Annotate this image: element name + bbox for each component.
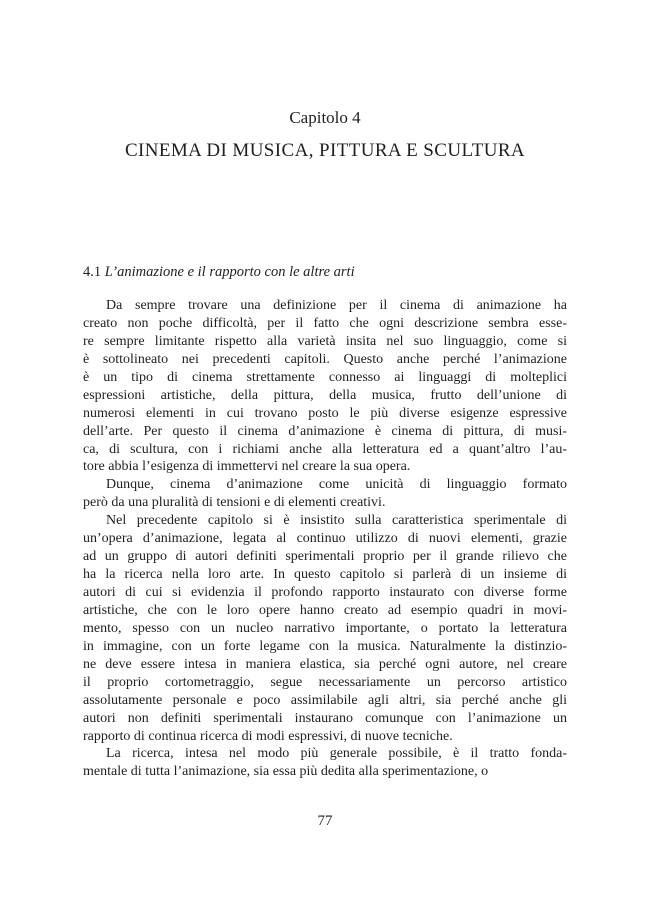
text-line: mentale di tutta l’animazione, sia essa più dedita alla sperimentazione, o bbox=[83, 764, 489, 780]
section-heading bbox=[83, 263, 567, 281]
text-line: espressioni artistiche, della pittura, della musica, frutto dell’unione di bbox=[83, 387, 567, 403]
text-line: è sottolineato nei precedenti capitoli. Questo anche perché l’animazione bbox=[83, 351, 567, 367]
page-number: 77 bbox=[317, 813, 333, 829]
section-number: 4.1 bbox=[83, 264, 102, 280]
text-line: ad un gruppo di autori definiti sperimentali proprio per il grande rilievo che bbox=[83, 549, 567, 565]
text-line: artistiche, che con le loro opere hanno creato ad esempio quadri in movi- bbox=[83, 602, 567, 618]
text-line: dell’arte. Per questo il cinema d’animazione è cinema di pittura, di musi- bbox=[83, 423, 567, 439]
text-line: però da una pluralità di tensioni e di elementi creativi. bbox=[83, 495, 386, 511]
text-line: autori di cui si evidenzia il profondo rapporto instaurato con diverse forme bbox=[83, 585, 567, 600]
text-line: un’opera d’animazione, legata al continuo utilizzo di nuovi elementi, grazie bbox=[83, 531, 567, 547]
text-line: autori non definiti sperimentali instaurano comunque con l’animazione un bbox=[83, 710, 567, 726]
text-line: Da sempre trovare una definizione per il cinema di animazione ha bbox=[106, 298, 567, 313]
text-line: ha la ricerca nella loro arte. In questo capitolo si parlerà di un insieme di bbox=[83, 567, 567, 583]
text-line: re sempre limitante rispetto alla varietà insita nel suo linguaggio, come si bbox=[83, 333, 567, 349]
chapter-title: CINEMA DI MUSICA, PITTURA E SCULTURA bbox=[124, 140, 526, 161]
text-line: rapporto di continua ricerca di modi espressivi, di nuove tecniche. bbox=[83, 728, 453, 744]
text-line: ne deve essere intesa in maniera elastica, sia perché ogni autore, nel creare bbox=[83, 656, 567, 672]
text-line: Nel precedente capitolo si è insistito sulla caratteristica sperimentale di bbox=[106, 513, 567, 529]
text-line: tore abbia l’esigenza di immettervi nel creare la sua opera. bbox=[83, 459, 411, 475]
section-title: L’animazione e il rapporto con le altre arti bbox=[104, 264, 355, 280]
text-line: creato non poche difficoltà, per il fatto che ogni descrizione sembra esse- bbox=[83, 315, 567, 331]
body-text bbox=[83, 297, 567, 781]
text-line: numerosi elementi in cui trovano posto le più diverse esigenze espressive bbox=[83, 405, 567, 421]
text-line: il proprio cortometraggio, segue necessariamente un percorso artistico bbox=[83, 674, 567, 690]
chapter-label: Capitolo 4 bbox=[289, 108, 361, 127]
text-line: è un tipo di cinema strettamente connesso ai linguaggi di molteplici bbox=[83, 369, 567, 385]
text-line: La ricerca, intesa nel modo più generale possibile, è il tratto fonda- bbox=[106, 746, 567, 762]
text-line: Dunque, cinema d’animazione come unicità di linguaggio formato bbox=[106, 477, 567, 493]
text-line: in immagine, con un forte legame con la musica. Naturalmente la distinzio- bbox=[83, 638, 567, 654]
text-line: ca, di scultura, con i richiami anche alla letteratura ed a quant’altro l’au- bbox=[83, 441, 567, 457]
text-line: assolutamente personale e poco assimilabile agli altri, sia perché anche gli bbox=[83, 692, 567, 708]
text-line: mento, spesso con un nucleo narrativo importante, o portato la letteratura bbox=[83, 620, 567, 636]
